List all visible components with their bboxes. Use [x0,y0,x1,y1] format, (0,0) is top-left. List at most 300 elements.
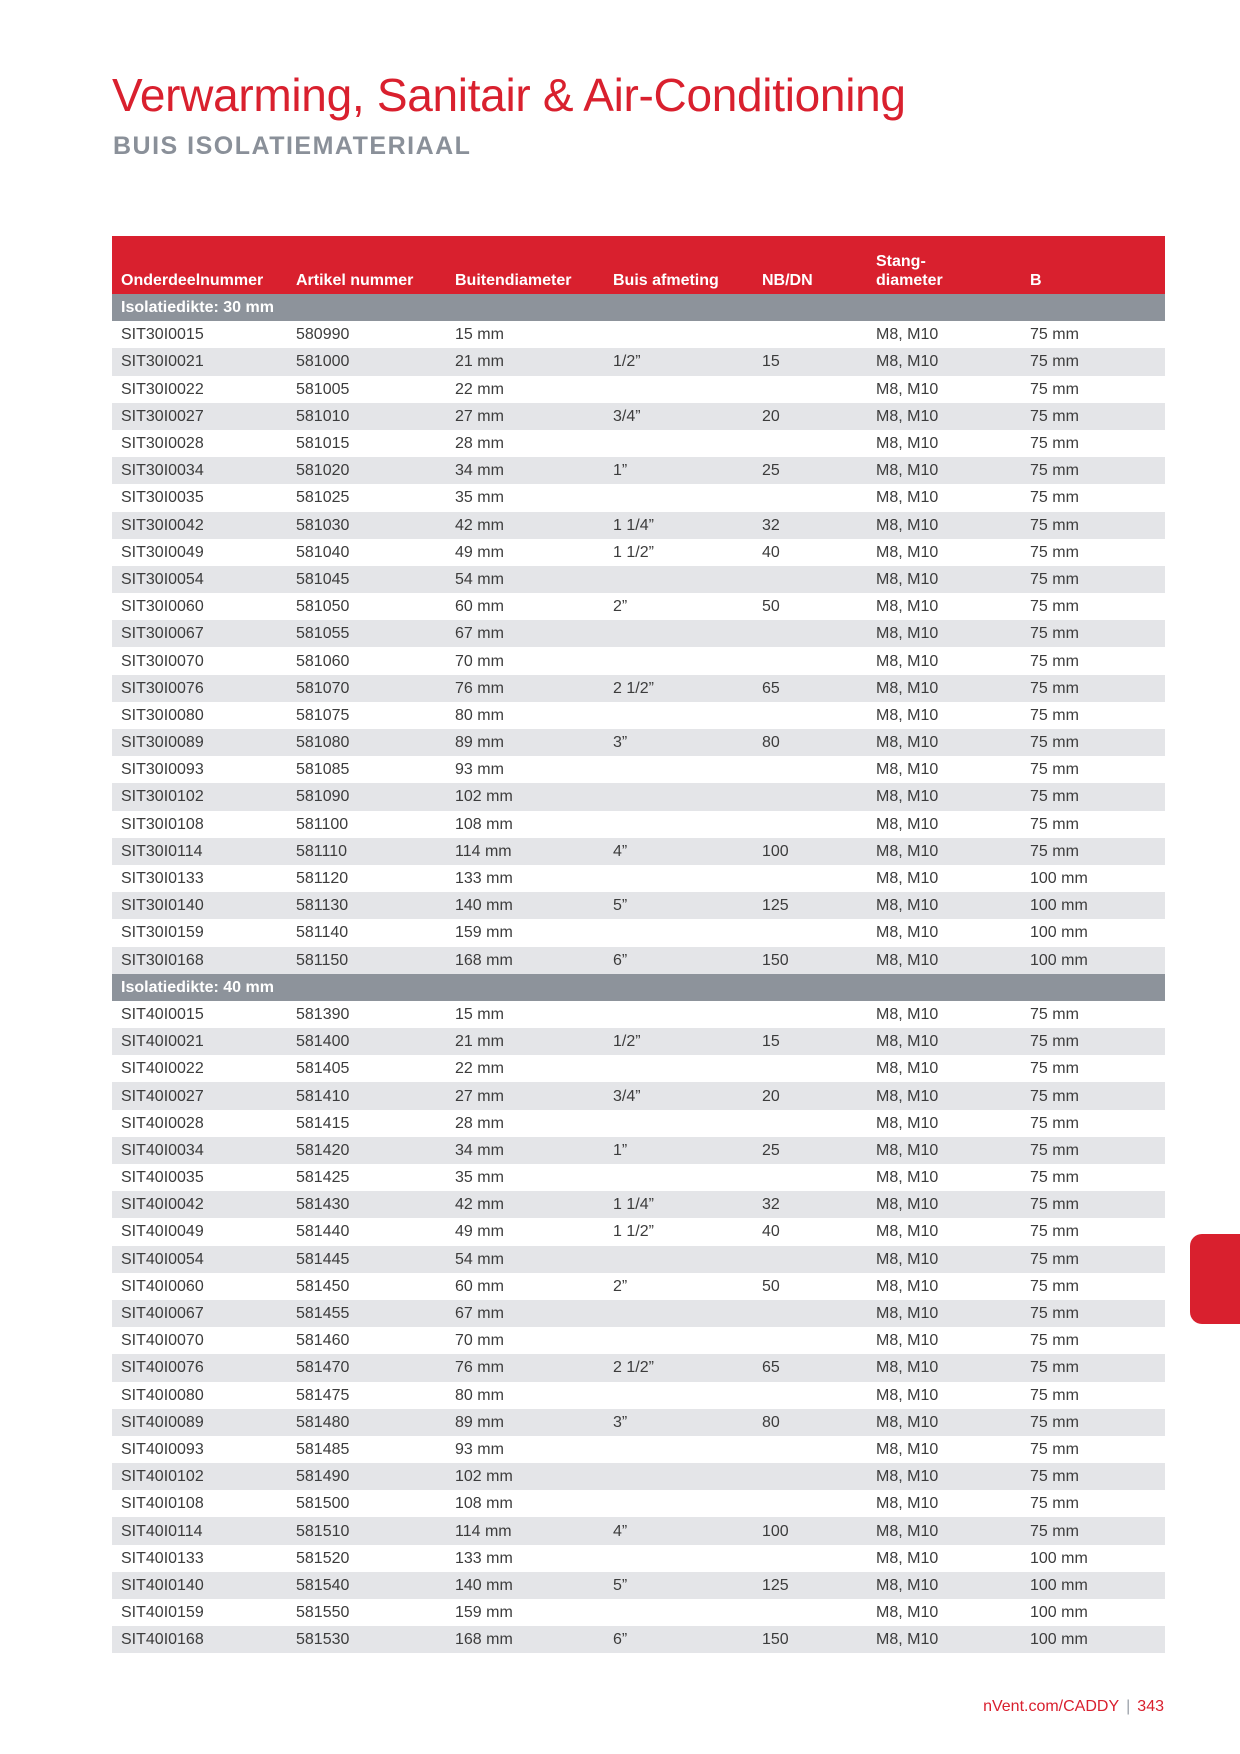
table-cell [604,783,753,810]
table-cell: 75 mm [1021,1191,1165,1218]
table-cell: 581005 [296,380,350,398]
table-cell: 100 [753,838,867,865]
table-cell: 75 mm [1021,403,1165,430]
table-cell: M8, M10 [876,1114,939,1132]
table-row [112,620,1165,647]
table-cell: SIT40I0114 [112,1517,287,1544]
table-cell: 34 mm [446,1137,604,1164]
page-number: 343 [1137,1698,1164,1715]
table-cell: 75 mm [1030,543,1079,561]
table-cell [753,321,867,348]
table-cell: 75 mm [1030,1332,1079,1350]
table-cell: M8, M10 [876,924,939,942]
table-cell: 159 mm [455,924,513,942]
table-cell: 1 1/4” [604,512,753,539]
table-cell: 49 mm [455,543,504,561]
table-cell: 3/4” [604,1082,753,1109]
table-row [112,729,1165,756]
table-cell: M8, M10 [876,1223,939,1241]
table-cell: 581060 [296,652,350,670]
table-cell: 25 [753,457,867,484]
table-cell: 581455 [287,1300,446,1327]
table-cell: M8, M10 [867,1137,1021,1164]
table-cell: 125 [753,892,867,919]
table-cell: 75 mm [1030,652,1079,670]
table-cell [604,1490,753,1517]
table-cell [753,1463,867,1490]
table-cell: 75 mm [1030,489,1079,507]
table-cell [753,647,867,674]
table-cell: 581100 [296,815,349,833]
table-cell: SIT30I0028 [121,435,204,453]
table-cell: 20 [753,403,867,430]
column-header: Stang- diameter [867,236,1021,294]
table-cell: 581510 [287,1517,446,1544]
table-cell [753,1490,867,1517]
table-cell [604,1110,753,1137]
table-cell: M8, M10 [876,1332,939,1350]
table-cell: SIT40I0067 [112,1300,287,1327]
table-cell: 32 [753,512,867,539]
table-cell [753,1327,867,1354]
table-cell: 3/4” [604,403,753,430]
table-cell: M8, M10 [867,729,1021,756]
table-cell: 49 mm [455,1223,504,1241]
table-cell: M8, M10 [876,870,939,888]
table-row [112,348,1165,375]
table-cell: 2 1/2” [604,1354,753,1381]
table-cell: M8, M10 [867,1626,1021,1653]
table-row [112,457,1165,484]
table-row [112,1463,1165,1490]
table-cell: 65 [753,1354,867,1381]
table-cell: M8, M10 [867,457,1021,484]
table-cell: 75 mm [1030,1440,1079,1458]
table-cell: 22 mm [455,1060,504,1078]
section-subtitle: BUIS ISOLATIEMATERIAAL [113,132,472,160]
table-cell: 34 mm [446,457,604,484]
table-cell: 102 mm [446,783,604,810]
table-cell: M8, M10 [876,1549,939,1567]
table-cell: 1/2” [604,348,753,375]
table-row [112,865,1165,892]
table-cell: 76 mm [446,1354,604,1381]
table-cell: M8, M10 [867,1409,1021,1436]
table-cell: SIT40I0089 [112,1409,287,1436]
table-cell: 27 mm [446,1082,604,1109]
table-cell: 89 mm [446,729,604,756]
table-cell: 75 mm [1030,1386,1079,1404]
table-cell: 75 mm [1021,1463,1165,1490]
table-cell: 20 [753,1082,867,1109]
table-cell: 159 mm [455,1604,513,1622]
table-cell: SIT30I0102 [112,783,287,810]
table-cell: M8, M10 [867,1300,1021,1327]
table-cell: 581550 [296,1604,350,1622]
table-cell [604,1055,753,1082]
table-cell: SIT30I0089 [112,729,287,756]
table-cell: 581415 [296,1114,350,1132]
table-cell: 581045 [287,566,446,593]
table-row [112,783,1165,810]
table-cell: 581500 [296,1495,350,1513]
table-row [112,430,1165,457]
table-row [112,1055,1165,1082]
table-cell: 75 mm [1021,1028,1165,1055]
table-cell: 93 mm [455,1440,504,1458]
table-cell: M8, M10 [876,1005,939,1023]
table-row [112,1490,1165,1517]
table-cell: SIT30I0159 [121,924,204,942]
table-cell: 75 mm [1021,1246,1165,1273]
table-cell: SIT40I0022 [121,1060,204,1078]
table-cell: 4” [604,838,753,865]
table-cell: 60 mm [455,1277,504,1295]
table-cell: 100 mm [1030,870,1088,888]
table-cell: 75 mm [1021,1517,1165,1544]
table-cell [753,620,867,647]
table-row [112,484,1165,511]
table-cell: 75 mm [1021,457,1165,484]
table-cell: M8, M10 [867,1191,1021,1218]
table-cell: SIT40I0168 [112,1626,287,1653]
table-cell: 581120 [296,870,349,888]
table-cell: 581085 [296,761,350,779]
table-cell [753,919,867,946]
table-cell: SIT40I0140 [112,1572,287,1599]
table-cell: 108 mm [455,815,513,833]
table-cell [753,1382,867,1409]
table-cell: M8, M10 [867,566,1021,593]
table-cell: 581410 [287,1082,446,1109]
table-cell: 581140 [296,924,349,942]
table-cell: M8, M10 [867,1572,1021,1599]
table-row [112,1382,1165,1409]
table-cell: 1 1/2” [613,1223,654,1241]
table-cell: 76 mm [446,675,604,702]
table-cell: M8, M10 [876,1277,939,1295]
table-cell: 80 mm [455,706,504,724]
table-cell: SIT30I0076 [112,675,287,702]
table-cell: 581420 [287,1137,446,1164]
table-cell: M8, M10 [867,783,1021,810]
table-cell: 581425 [296,1169,350,1187]
table-cell: 168 mm [446,1626,604,1653]
table-cell: 581485 [296,1440,350,1458]
table-cell: 581040 [296,543,350,561]
table-cell: SIT40I0159 [121,1604,204,1622]
table-row [112,811,1165,838]
chapter-tab [1190,1234,1240,1324]
table-row [112,539,1165,566]
table-cell [604,811,753,838]
table-cell: 75 mm [1021,675,1165,702]
section-label: Isolatiedikte: 40 mm [112,974,1165,1001]
table-cell: SIT40I0035 [121,1169,204,1187]
table-cell: 50 [762,598,780,616]
table-cell: 581480 [287,1409,446,1436]
table-cell: M8, M10 [867,1082,1021,1109]
table-cell: SIT30I0049 [121,543,204,561]
table-cell: M8, M10 [876,1604,939,1622]
table-cell: 89 mm [446,1409,604,1436]
table-cell: 581445 [287,1246,446,1273]
table-row [112,376,1165,403]
table-cell: 125 [753,1572,867,1599]
table-cell: 35 mm [455,1169,504,1187]
table-cell: SIT40I0070 [121,1332,204,1350]
table-cell: M8, M10 [876,1386,939,1404]
table-cell [604,1246,753,1273]
page-title: Verwarming, Sanitair & Air-Conditioning [112,69,906,121]
table-cell: 75 mm [1021,1409,1165,1436]
table-cell: 67 mm [446,620,604,647]
table-cell: M8, M10 [876,1060,939,1078]
table-cell: 75 mm [1030,1114,1079,1132]
table-cell: SIT30I0114 [112,838,287,865]
table-cell [604,756,753,783]
table-cell: 70 mm [455,652,504,670]
section-row [112,974,1165,1001]
table-cell [604,1300,753,1327]
table-cell: 75 mm [1021,1082,1165,1109]
table-cell: SIT30I0022 [121,380,204,398]
table-cell: 581430 [287,1191,446,1218]
table-cell: 2 1/2” [604,675,753,702]
table-cell: M8, M10 [876,543,939,561]
table-cell: 581400 [287,1028,446,1055]
table-cell [753,1545,867,1572]
table-cell [604,1545,753,1572]
column-header: Buitendiameter [446,236,604,294]
table-cell: 581075 [296,706,350,724]
table-cell: 4” [604,1517,753,1544]
table-cell [604,376,753,403]
table-row [112,1028,1165,1055]
table-row [112,1164,1165,1191]
table-cell: 21 mm [446,348,604,375]
table-cell: M8, M10 [867,1246,1021,1273]
table-cell: M8, M10 [867,348,1021,375]
table-cell: SIT30I0021 [112,348,287,375]
table-cell: M8, M10 [876,1495,939,1513]
table-cell: 581110 [287,838,446,865]
table-cell: 168 mm [446,947,604,974]
table-cell: 15 mm [455,326,504,344]
table-row [112,1191,1165,1218]
table-cell: 35 mm [455,489,504,507]
table-row [112,1082,1165,1109]
table-cell: 75 mm [1030,326,1079,344]
table-cell: SIT40I0080 [121,1386,204,1404]
table-cell: 581530 [287,1626,446,1653]
table-cell: SIT40I0049 [121,1223,204,1241]
table-cell: 25 [753,1137,867,1164]
table-cell [753,430,867,457]
table-cell: M8, M10 [876,1440,939,1458]
table-cell: 80 [753,729,867,756]
table-header [112,236,1165,294]
table-cell: 65 [753,675,867,702]
table-cell: 581150 [287,947,446,974]
table-cell: SIT30I0027 [112,403,287,430]
table-cell: M8, M10 [867,1463,1021,1490]
table-cell: M8, M10 [867,675,1021,702]
table-cell [753,756,867,783]
table-cell: 50 [762,1277,780,1295]
table-cell: SIT40I0042 [112,1191,287,1218]
table-cell: 581000 [287,348,446,375]
table-cell: 2” [613,598,628,616]
table-cell: 75 mm [1021,783,1165,810]
table-cell: 150 [753,1626,867,1653]
table-cell: 75 mm [1030,815,1079,833]
table-cell: 42 mm [446,1191,604,1218]
table-cell: 140 mm [446,1572,604,1599]
section-row [112,294,1165,321]
table-row [112,647,1165,674]
table-row [112,1300,1165,1327]
table-cell: M8, M10 [876,326,939,344]
table-row [112,892,1165,919]
table-cell: 75 mm [1030,435,1079,453]
table-cell: 3” [604,1409,753,1436]
table-row [112,321,1165,348]
product-table [112,236,1165,1653]
table-cell: 70 mm [455,1332,504,1350]
table-cell: M8, M10 [867,403,1021,430]
table-row [112,512,1165,539]
table-cell [604,1599,753,1626]
table-cell [604,566,753,593]
table-cell: M8, M10 [876,598,939,616]
table-cell: 80 mm [455,1386,504,1404]
table-cell [604,647,753,674]
table-cell [604,620,753,647]
table-body [112,294,1165,1653]
table-cell: 75 mm [1030,1060,1079,1078]
table-cell: SIT40I0076 [112,1354,287,1381]
table-cell: 5” [604,1572,753,1599]
table-cell: SIT30I0034 [112,457,287,484]
table-cell: SIT40I0133 [121,1549,204,1567]
table-cell: 581090 [287,783,446,810]
table-cell: 2” [613,1277,628,1295]
table-cell: 93 mm [455,761,504,779]
table-cell: 28 mm [455,435,504,453]
table-cell: M8, M10 [867,1354,1021,1381]
table-row [112,1409,1165,1436]
table-cell: SIT30I0140 [112,892,287,919]
table-cell: 581405 [296,1060,350,1078]
table-cell: M8, M10 [867,892,1021,919]
table-cell: 75 mm [1021,1300,1165,1327]
table-cell: M8, M10 [876,815,939,833]
table-cell: M8, M10 [876,435,939,453]
table-cell: 581080 [287,729,446,756]
table-cell: 100 mm [1021,947,1165,974]
table-cell: 42 mm [446,512,604,539]
table-cell: 100 mm [1021,1626,1165,1653]
table-cell: 133 mm [455,1549,513,1567]
table-cell: SIT30I0108 [121,815,204,833]
table-cell: M8, M10 [867,1028,1021,1055]
table-cell [753,1246,867,1273]
table-row [112,1246,1165,1273]
table-cell: 581130 [287,892,446,919]
table-cell: 22 mm [455,380,504,398]
table-cell: 581460 [296,1332,350,1350]
table-cell: 54 mm [446,566,604,593]
table-cell: 32 [753,1191,867,1218]
table-cell: 140 mm [446,892,604,919]
table-cell: 581010 [287,403,446,430]
table-cell: M8, M10 [867,947,1021,974]
table-cell: 75 mm [1030,1277,1079,1295]
table-cell: SIT30I0015 [121,326,204,344]
table-row [112,1517,1165,1544]
table-cell [753,1164,867,1191]
table-cell: M8, M10 [876,706,939,724]
table-cell: 75 mm [1030,380,1079,398]
table-cell: 6” [604,947,753,974]
table-row [112,675,1165,702]
table-cell: 75 mm [1021,729,1165,756]
table-row [112,947,1165,974]
table-cell: 100 mm [1021,1572,1165,1599]
table-row [112,1354,1165,1381]
table-cell: SIT40I0054 [112,1246,287,1273]
table-cell [753,1055,867,1082]
table-cell: 75 mm [1021,838,1165,865]
table-cell: SIT30I0070 [121,652,204,670]
table-row [112,919,1165,946]
table-cell [604,430,753,457]
table-cell: 75 mm [1030,1005,1079,1023]
table-row [112,756,1165,783]
table-cell: 1 1/2” [613,543,654,561]
table-cell: 5” [604,892,753,919]
table-cell: 581390 [296,1005,350,1023]
table-header-row [112,236,1165,294]
table-cell: M8, M10 [876,1169,939,1187]
table-cell [604,484,753,511]
product-table-container [112,236,1165,1653]
table-cell [604,1001,753,1028]
table-cell: 40 [762,543,780,561]
table-row [112,1436,1165,1463]
table-cell: M8, M10 [867,512,1021,539]
table-cell: SIT40I0027 [112,1082,287,1109]
table-cell: 15 [753,348,867,375]
table-cell: SIT30I0054 [112,566,287,593]
table-row [112,566,1165,593]
table-cell [604,919,753,946]
table-cell: 581055 [287,620,446,647]
table-cell: SIT30I0060 [121,598,204,616]
table-cell: 1 1/4” [604,1191,753,1218]
table-cell: M8, M10 [867,838,1021,865]
table-cell [604,1327,753,1354]
table-cell [753,1001,867,1028]
table-row [112,1001,1165,1028]
table-cell: SIT30I0067 [112,620,287,647]
table-row [112,1327,1165,1354]
table-cell [753,702,867,729]
table-cell: M8, M10 [876,761,939,779]
table-cell: SIT40I0015 [121,1005,204,1023]
table-cell: 150 [753,947,867,974]
